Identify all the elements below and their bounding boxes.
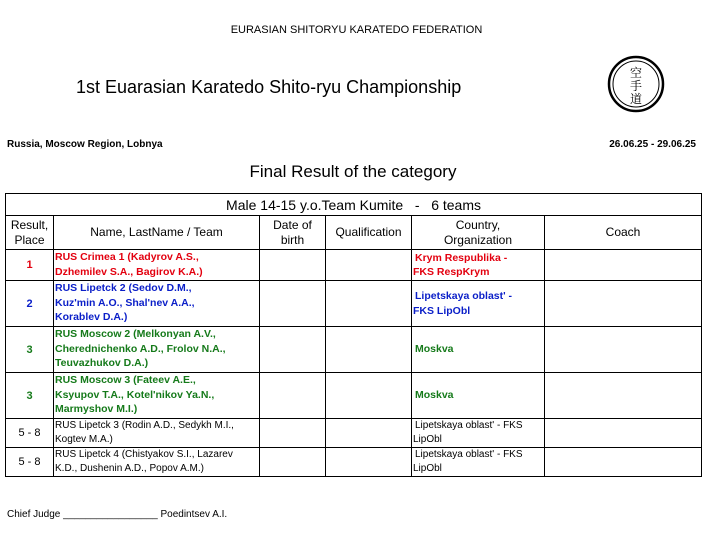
dob-cell: [260, 419, 326, 448]
team-cell: [54, 327, 260, 373]
place-cell: 3: [6, 373, 54, 419]
logo-glyph-1: 空: [629, 66, 643, 80]
country-line: Lipetskaya oblast' - FKS: [415, 420, 523, 431]
country-cell: [412, 448, 545, 477]
qualification-cell: [326, 281, 412, 327]
team-line: RUS Moscow 3 (Fateev A.E.,: [55, 374, 196, 386]
country-line: Krym Respublika -: [415, 251, 508, 264]
country-line: FKS RespKrym: [413, 266, 490, 278]
table-row: [6, 448, 702, 477]
team-line: RUS Moscow 2 (Melkonyan A.V.,: [55, 328, 216, 340]
country-line: FKS LipObl: [413, 304, 471, 317]
table-row: [6, 281, 702, 327]
final-result-title: Final Result of the category: [249, 162, 457, 181]
header-row: [6, 216, 702, 250]
country-cell: [412, 327, 545, 373]
coach-cell: [545, 250, 702, 281]
country-line: Moskva: [415, 343, 454, 356]
dob-cell: [260, 327, 326, 373]
dob-cell: [260, 373, 326, 419]
col-header-place-line2: Place: [14, 232, 45, 247]
table-row: [6, 419, 702, 448]
country-line: Lipetskaya oblast' - FKS: [415, 449, 523, 460]
team-line: Cherednichenko A.D., Frolov N.A.,: [55, 342, 226, 355]
chief-judge-label: Chief Judge: [7, 509, 61, 520]
team-line: Kogtev M.A.): [55, 434, 113, 445]
place-cell: 3: [6, 327, 54, 373]
table-row: [6, 327, 702, 373]
coach-cell: [545, 373, 702, 419]
col-header-place-line1: Result,: [10, 217, 49, 232]
category-row: [6, 194, 702, 216]
team-cell: [54, 281, 260, 327]
qualification-cell: [326, 448, 412, 477]
col-header-name: Name, LastName / Team: [54, 216, 260, 250]
col-header-country-line2: Organization: [443, 232, 513, 247]
country-line: Lipetskaya oblast' -: [415, 290, 513, 302]
country-cell: [412, 373, 545, 419]
country-line: LipObl: [413, 463, 442, 474]
logo-glyph-3: 道: [629, 92, 643, 106]
col-header-dob: [260, 216, 326, 250]
place-cell: 5 - 8: [6, 419, 54, 448]
team-cell: [54, 448, 260, 477]
team-line: RUS Lipetck 4 (Chistyakov S.I., Lazarev: [55, 449, 233, 460]
col-header-place: [6, 216, 54, 250]
country-line: LipObl: [413, 434, 442, 445]
event-location: Russia, Moscow Region, Lobnya: [7, 139, 163, 150]
team-line: Teuvazhukov D.A.): [55, 357, 149, 369]
team-cell: [54, 373, 260, 419]
table-row: [6, 250, 702, 281]
team-line: Korablev D.A.): [55, 311, 128, 323]
place-cell: 2: [6, 281, 54, 327]
team-line: Ksyupov T.A., Kotel'nikov Ya.N.,: [55, 388, 215, 401]
category-title: Male 14-15 y.o.Team Kumite - 6 teams: [6, 194, 702, 216]
team-line: Marmyshov M.I.): [55, 403, 138, 415]
country-cell: [412, 281, 545, 327]
table-row: [6, 373, 702, 419]
qualification-cell: [326, 419, 412, 448]
team-line: Kuz'min A.O., Shal'nev A.A.,: [55, 296, 195, 309]
qualification-cell: [326, 327, 412, 373]
place-cell: 1: [6, 250, 54, 281]
coach-cell: [545, 281, 702, 327]
logo-glyph-2: 手: [629, 79, 643, 93]
col-header-country: [412, 216, 545, 250]
championship-title: 1st Euarasian Karatedo Shito-ryu Championship: [76, 77, 462, 97]
qualification-cell: [326, 250, 412, 281]
country-line: Moskva: [415, 389, 454, 402]
place-cell: 5 - 8: [6, 448, 54, 477]
event-dates: 26.06.25 - 29.06.25: [609, 139, 696, 150]
col-header-qualification: Qualification: [326, 216, 412, 250]
coach-cell: [545, 419, 702, 448]
dob-cell: [260, 448, 326, 477]
coach-cell: [545, 448, 702, 477]
karatedo-logo-icon: [607, 55, 665, 113]
team-cell: [54, 419, 260, 448]
results-table: [5, 193, 702, 477]
chief-judge-line: [7, 509, 227, 520]
qualification-cell: [326, 373, 412, 419]
team-line: RUS Lipetck 2 (Sedov D.M.,: [55, 282, 192, 294]
team-line: RUS Crimea 1 (Kadyrov A.S.,: [55, 251, 199, 263]
team-line: K.D., Dushenin A.D., Popov A.M.): [55, 463, 204, 474]
coach-cell: [545, 327, 702, 373]
chief-judge-name: Poedintsev A.I.: [160, 509, 228, 520]
col-header-dob-line2: birth: [280, 232, 305, 247]
team-line: RUS Lipetck 3 (Rodin A.D., Sedykh M.I.,: [55, 420, 234, 431]
federation-name: EURASIAN SHITORYU KARATEDO FEDERATION: [230, 24, 483, 36]
col-header-country-line1: Country,: [455, 217, 501, 232]
country-cell: [412, 419, 545, 448]
col-header-coach: Coach: [545, 216, 702, 250]
dob-cell: [260, 281, 326, 327]
dob-cell: [260, 250, 326, 281]
team-line: Dzhemilev S.A., Bagirov K.A.): [55, 265, 203, 278]
team-cell: [54, 250, 260, 281]
country-cell: [412, 250, 545, 281]
signature-line: _________________: [63, 509, 158, 520]
col-header-dob-line1: Date of: [273, 217, 312, 232]
